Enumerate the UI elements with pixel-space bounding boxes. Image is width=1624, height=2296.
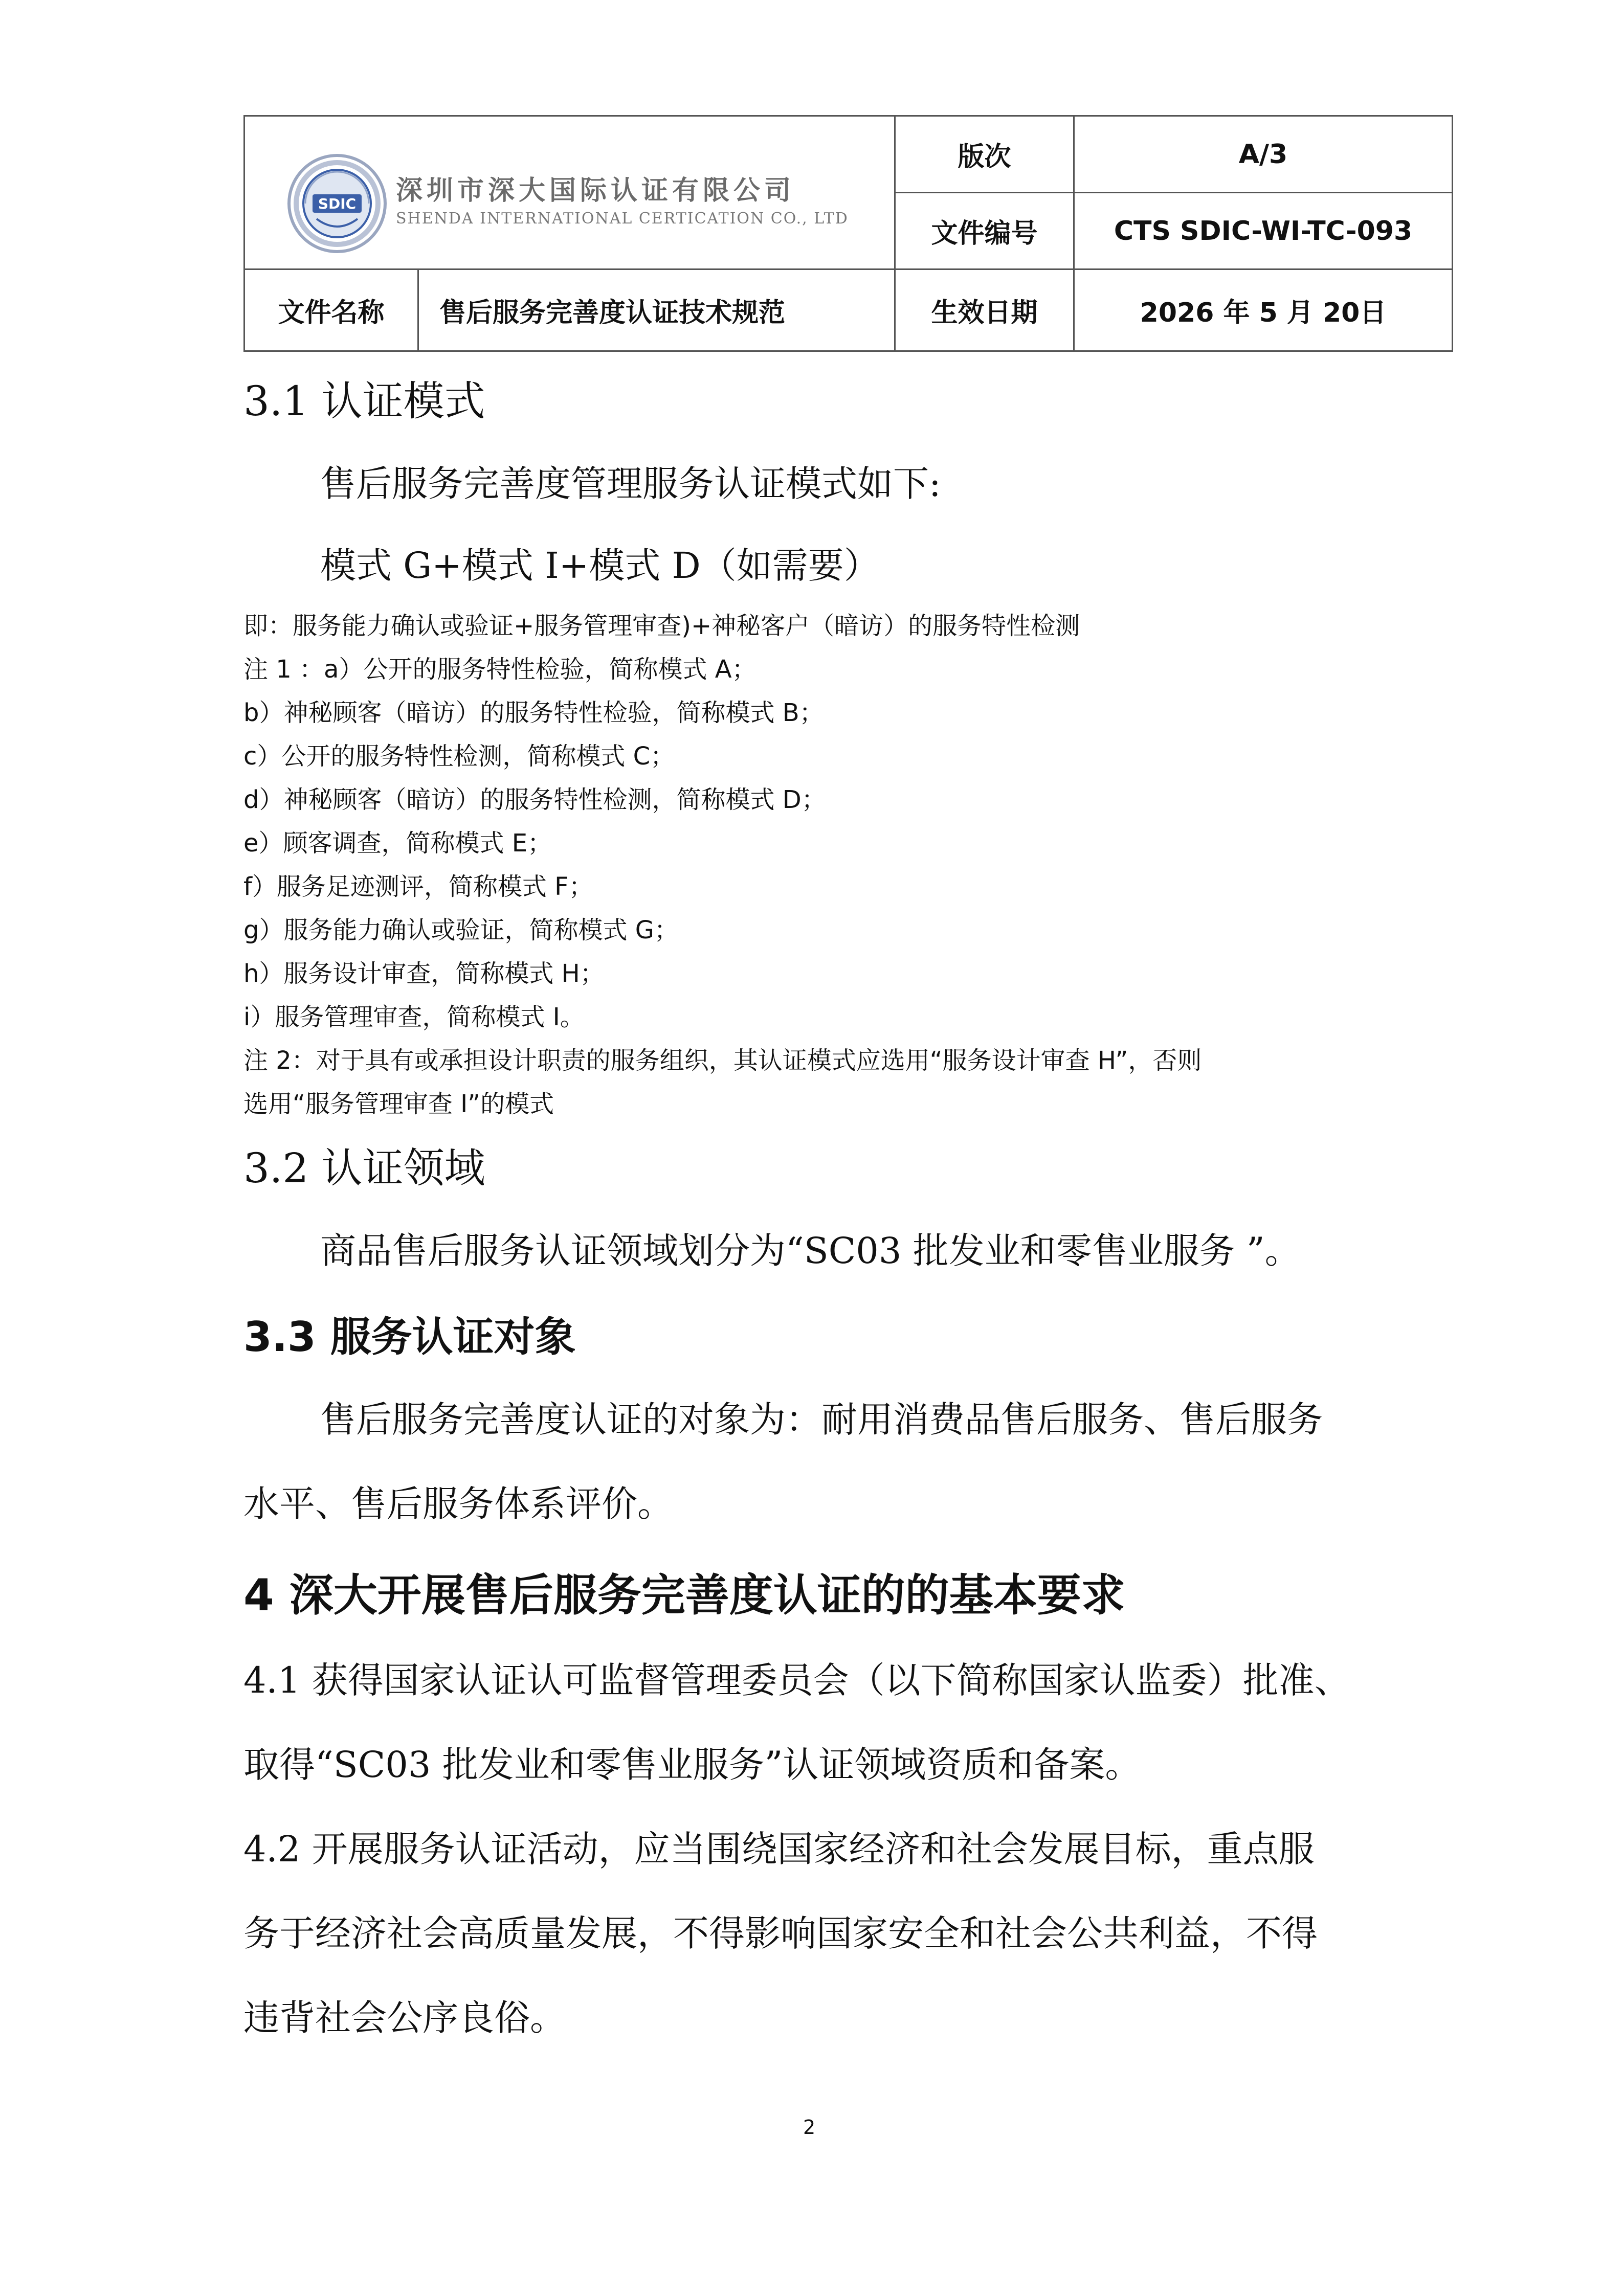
section-3-1-formula: 模式 G+模式 I+模式 D（如需要） (320, 545, 880, 587)
section-4-heading: 4 深大开展售后服务完善度认证的的基本要求 (243, 1570, 1125, 1621)
logo-badge-text: SDIC (318, 195, 357, 212)
section-4-2-line: 4.2 开展服务认证活动，应当围绕国家经济和社会发展目标，重点服 (243, 1828, 1315, 1870)
effective-date-label: 生效日期 (895, 269, 1074, 351)
section-4-1-line: 取得“SC03 批发业和零售业服务”认证领域资质和备案。 (243, 1744, 1141, 1786)
section-4-2-line: 务于经济社会高质量发展，不得影响国家安全和社会公共利益，不得 (243, 1912, 1318, 1954)
mode-line: f）服务足迹测评，简称模式 F； (243, 872, 593, 901)
mode-line: d）神秘顾客（暗访）的服务特性检测，简称模式 D； (243, 785, 826, 814)
effective-date-value: 2026 年 5 月 20日 (1074, 269, 1453, 351)
document-header-table (243, 115, 1453, 352)
section-3-2-text: 商品售后服务认证领域划分为“SC03 批发业和零售业服务 ”。 (320, 1230, 1301, 1272)
sdic-logo-icon (286, 152, 388, 255)
company-logo (286, 152, 849, 255)
section-4-1-line: 4.1 获得国家认证认可监督管理委员会（以下简称国家认监委）批准、 (243, 1659, 1350, 1701)
section-3-1-heading: 3.1 认证模式 (243, 377, 485, 425)
section-3-2-heading: 3.2 认证领域 (243, 1144, 485, 1192)
company-name-cn: 深圳市深大国际认证有限公司 (396, 175, 795, 206)
section-3-3-heading: 3.3 服务认证对象 (243, 1313, 576, 1361)
mode-line: i）服务管理审查，简称模式 I。 (243, 1003, 585, 1031)
mode-line: g）服务能力确认或验证，简称模式 G； (243, 916, 679, 944)
section-3-3-line: 水平、售后服务体系评价。 (243, 1483, 673, 1525)
section-4-2-line: 违背社会公序良俗。 (243, 1997, 566, 2039)
mode-line: h）服务设计审查，简称模式 H； (243, 959, 605, 988)
doc-number-label: 文件编号 (895, 193, 1074, 269)
section-3-1-intro: 售后服务完善度管理服务认证模式如下: (320, 463, 941, 505)
company-name-en: SHENDA INTERNATIONAL CERTICATION CO., LTD (396, 210, 849, 228)
mode-line: 即：服务能力确认或验证+服务管理审查)+神秘客户（暗访）的服务特性检测 (243, 612, 1080, 640)
section-3-3-line: 售后服务完善度认证的对象为：耐用消费品售后服务、售后服务 (320, 1399, 1323, 1440)
version-value: A/3 (1074, 116, 1453, 193)
mode-line: b）神秘顾客（暗访）的服务特性检验，简称模式 B； (243, 699, 824, 727)
mode-line: c）公开的服务特性检测，简称模式 C； (243, 742, 675, 771)
page-number: 2 (803, 2116, 816, 2139)
company-logo-cell (244, 116, 895, 269)
doc-name-value: 售后服务完善度认证技术规范 (418, 269, 895, 351)
doc-name-label: 文件名称 (244, 269, 418, 351)
version-label: 版次 (895, 116, 1074, 193)
note-2-line: 注 2：对于具有或承担设计职责的服务组织，其认证模式应选用“服务设计审查 H”，否则 (243, 1046, 1202, 1075)
doc-number-value: CTS SDIC-WI-TC-093 (1074, 193, 1453, 269)
note-2-line: 选用“服务管理审查 I”的模式 (243, 1090, 554, 1118)
mode-line: 注 1 ：a）公开的服务特性检验，简称模式 A； (243, 655, 757, 684)
mode-line: e）顾客调查，简称模式 E； (243, 829, 552, 858)
